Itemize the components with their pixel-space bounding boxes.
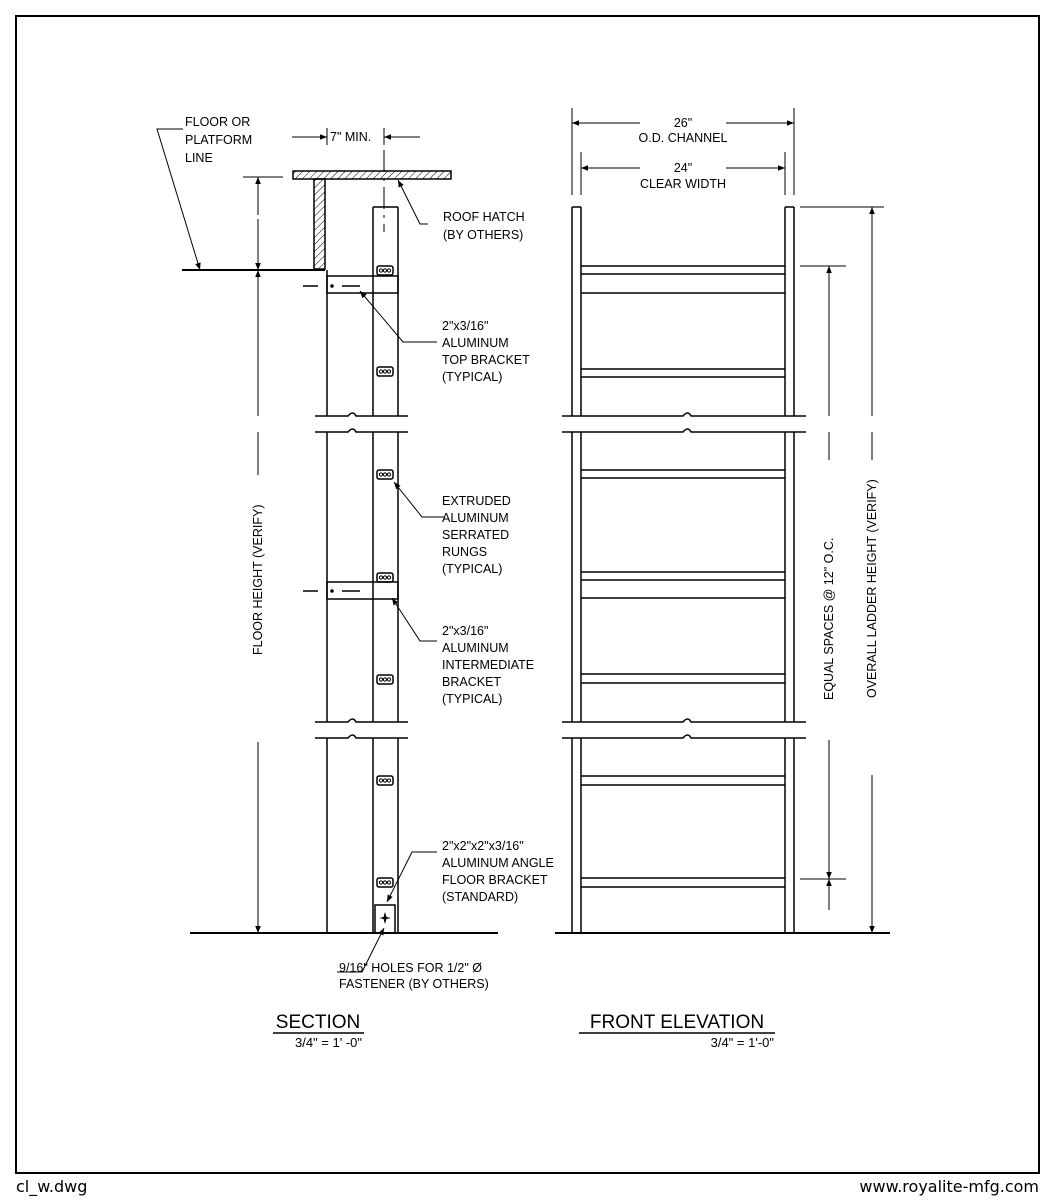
equal-spaces-label: EQUAL SPACES @ 12" O.C. — [822, 537, 836, 700]
rung-profile-icon — [377, 878, 393, 887]
floor-height-label: FLOOR HEIGHT (VERIFY) — [251, 504, 265, 655]
rung-leader — [394, 482, 444, 517]
ladder-rung — [581, 572, 785, 598]
rung-profile-icon — [377, 266, 393, 275]
drawing-border — [16, 16, 1039, 1173]
front-elevation-view — [555, 108, 890, 933]
elevation-break-bottom — [562, 719, 806, 738]
front-elevation-title: FRONT ELEVATION — [589, 1012, 765, 1033]
section-leaders — [157, 129, 444, 972]
left-channel — [572, 207, 581, 933]
website: www.royalite-mfg.com — [859, 1177, 1039, 1196]
roof-hatch-plate — [293, 171, 451, 179]
hatch-wall — [314, 179, 325, 269]
rung-profile-icon — [377, 367, 393, 376]
elevation-rungs — [581, 266, 785, 887]
front-elevation-scale: 3/4" = 1'-0" — [710, 1035, 774, 1050]
holes-label: 9/16" HOLES FOR 1/2" Ø FASTENER (BY OTHERS) — [339, 961, 489, 991]
section-break-bottom — [315, 719, 408, 738]
intermediate-bracket — [303, 582, 398, 599]
ladder-rail-side — [373, 207, 398, 933]
ladder-rung — [581, 266, 785, 293]
rung-profile-icon — [377, 776, 393, 785]
ladder-rung — [581, 470, 785, 478]
floor-bracket-label: 2"x2"x2"x3/16" ALUMINUM ANGLE FLOOR BRACKET (STANDARD) — [442, 839, 554, 904]
rung-profile-icon — [377, 573, 393, 582]
section-labels — [185, 115, 557, 991]
section-break-top — [315, 413, 408, 432]
overall-height-label: OVERALL LADDER HEIGHT (VERIFY) — [865, 479, 879, 698]
roof-hatch-label: ROOF HATCH (BY OTHERS) — [443, 210, 525, 242]
view-titles — [273, 1012, 775, 1050]
floor-bracket — [375, 905, 395, 933]
top-bracket-label: 2"x3/16" ALUMINUM TOP BRACKET (TYPICAL) — [442, 319, 530, 384]
file-name: cl_w.dwg — [16, 1177, 88, 1196]
rungs-label: EXTRUDED ALUMINUM SERRATED RUNGS (TYPICAL) — [442, 494, 511, 576]
ladder-rung — [581, 878, 785, 887]
floor-bracket-leader — [387, 852, 437, 902]
rung-profiles — [377, 266, 393, 887]
elevation-break-top — [562, 413, 806, 432]
od-dimension-label: O.D. CHANNEL — [638, 131, 728, 145]
fastener-hole-icon — [379, 912, 391, 924]
min-offset-label: 7" MIN. — [330, 130, 372, 144]
ladder-rung — [581, 674, 785, 683]
clear-width-value: 24" — [673, 161, 693, 175]
ladder-rung — [581, 369, 785, 377]
rung-profile-icon — [377, 470, 393, 479]
ladder-rung — [581, 776, 785, 785]
section-scale: 3/4" = 1' -0" — [295, 1035, 362, 1050]
intermediate-bracket-label: 2"x3/16" ALUMINUM INTERMEDIATE BRACKET (TYPICAL) — [442, 624, 535, 706]
top-bracket — [303, 276, 398, 293]
elevation-labels — [639, 116, 879, 700]
roof-hatch-leader — [398, 180, 428, 224]
floor-line-label: FLOOR OR PLATFORM LINE — [185, 115, 253, 165]
clear-width-label: CLEAR WIDTH — [639, 177, 727, 191]
right-channel — [785, 207, 794, 933]
section-title: SECTION — [275, 1012, 361, 1033]
rung-profile-icon — [377, 675, 393, 684]
od-dimension-value: 26" — [673, 116, 693, 130]
